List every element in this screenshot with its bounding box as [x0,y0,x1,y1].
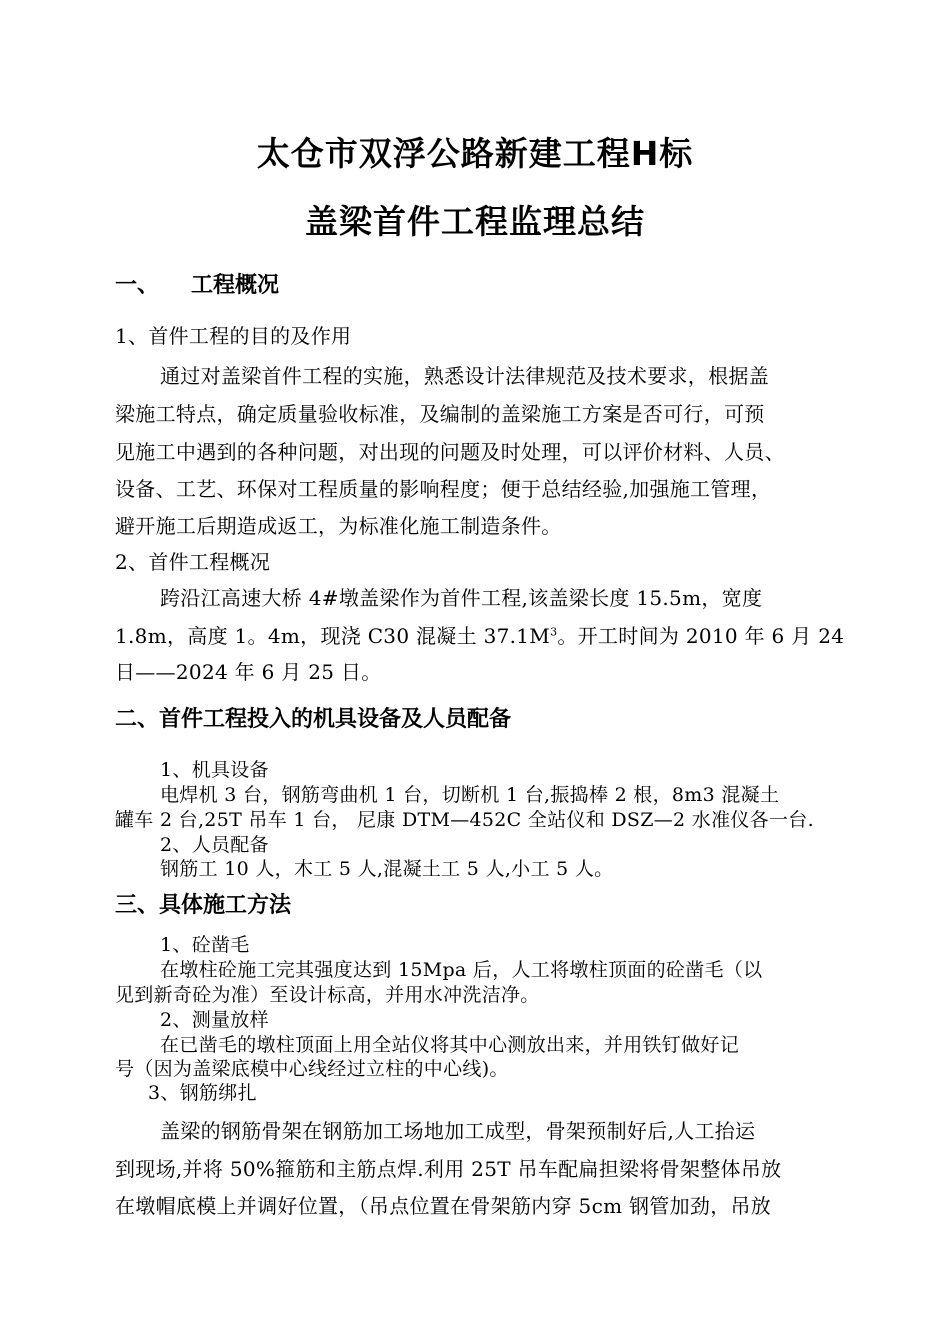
text-segment: 1.8m，高度 1。4m，现浇 C30 混凝土 37.1M [115,624,551,648]
paragraph-line: 盖梁的钢筋骨架在钢筋加工场地加工成型，骨架预制好后,人工抬运 [160,1119,756,1143]
paragraph-line: 日——2024 年 6 月 25 日。 [115,660,382,684]
section-heading-2: 二、首件工程投入的机具设备及人员配备 [115,707,512,732]
subheading: 3、钢筋绑扎 [148,1082,257,1104]
subheading: 1、首件工程的目的及作用 [115,324,352,348]
paragraph-line: 设备、工艺、环保对工程质量的影响程度；便于总结经验,加强施工管理， [115,477,772,501]
paragraph-line: 见到新奇砼为准）至设计标高，并用水冲洗洁净。 [115,984,540,1006]
superscript: 3 [550,625,558,639]
document-subtitle: 盖梁首件工程监理总结 [305,202,645,241]
subheading: 1、机具设备 [160,759,269,781]
paragraph-line: 电焊机 3 台，钢筋弯曲机 1 台，切断机 1 台,振捣棒 2 根，8m3 混凝土 [160,784,780,806]
paragraph-line: 到现场,并将 50%箍筋和主筋点焊.利用 25T 吊车配扁担梁将骨架整体吊放 [115,1157,782,1181]
paragraph-line: 通过对盖梁首件工程的实施，熟悉设计法律规范及技术要求，根据盖 [160,364,769,388]
paragraph-line: 在墩柱砼施工完其强度达到 15Mpa 后，人工将墩柱顶面的砼凿毛（以 [160,959,763,981]
paragraph-line: 罐车 2 台,25T 吊车 1 台， 尼康 DTM—452C 全站仪和 DSZ—2 水准仪各一台. [115,809,814,831]
text-segment: 。开工时间为 2010 年 6 月 24 [557,624,845,648]
paragraph-line: 钢筋工 10 人，木工 5 人,混凝土工 5 人,小工 5 人。 [160,858,614,880]
paragraph-line: 在墩帽底模上并调好位置，（吊点位置在骨架筋内穿 5cm 钢管加劲，吊放 [115,1194,772,1218]
paragraph-line: 在已凿毛的墩柱顶面上用全站仪将其中心测放出来，并用铁钉做好记 [160,1034,740,1056]
section-title: 工程概况 [191,273,280,298]
subheading: 2、测量放样 [160,1009,269,1031]
paragraph-line: 梁施工特点，确定质量验收标准，及编制的盖梁施工方案是否可行，可预 [115,402,765,426]
paragraph-line: 跨沿江高速大桥 4#墩盖梁作为首件工程,该盖梁长度 15.5m，宽度 [160,586,763,610]
subheading: 2、首件工程概况 [115,550,271,574]
paragraph-line: 见施工中遇到的各种问题，对出现的问题及时处理，可以评价材料、人员、 [115,440,785,464]
paragraph-line: 避开施工后期造成返工，为标准化施工制造条件。 [115,514,562,538]
section-heading-3: 三、具体施工方法 [115,893,292,918]
subheading: 1、砼凿毛 [160,934,250,956]
section-heading-1 [115,268,279,299]
section-number: 一、 [115,273,160,298]
paragraph-line [115,620,844,649]
subheading: 2、人员配备 [160,834,269,856]
paragraph-line: 号（因为盖梁底模中心线经过立柱的中心线)。 [115,1058,509,1080]
document-title: 太仓市双浮公路新建工程H标 [256,134,694,173]
